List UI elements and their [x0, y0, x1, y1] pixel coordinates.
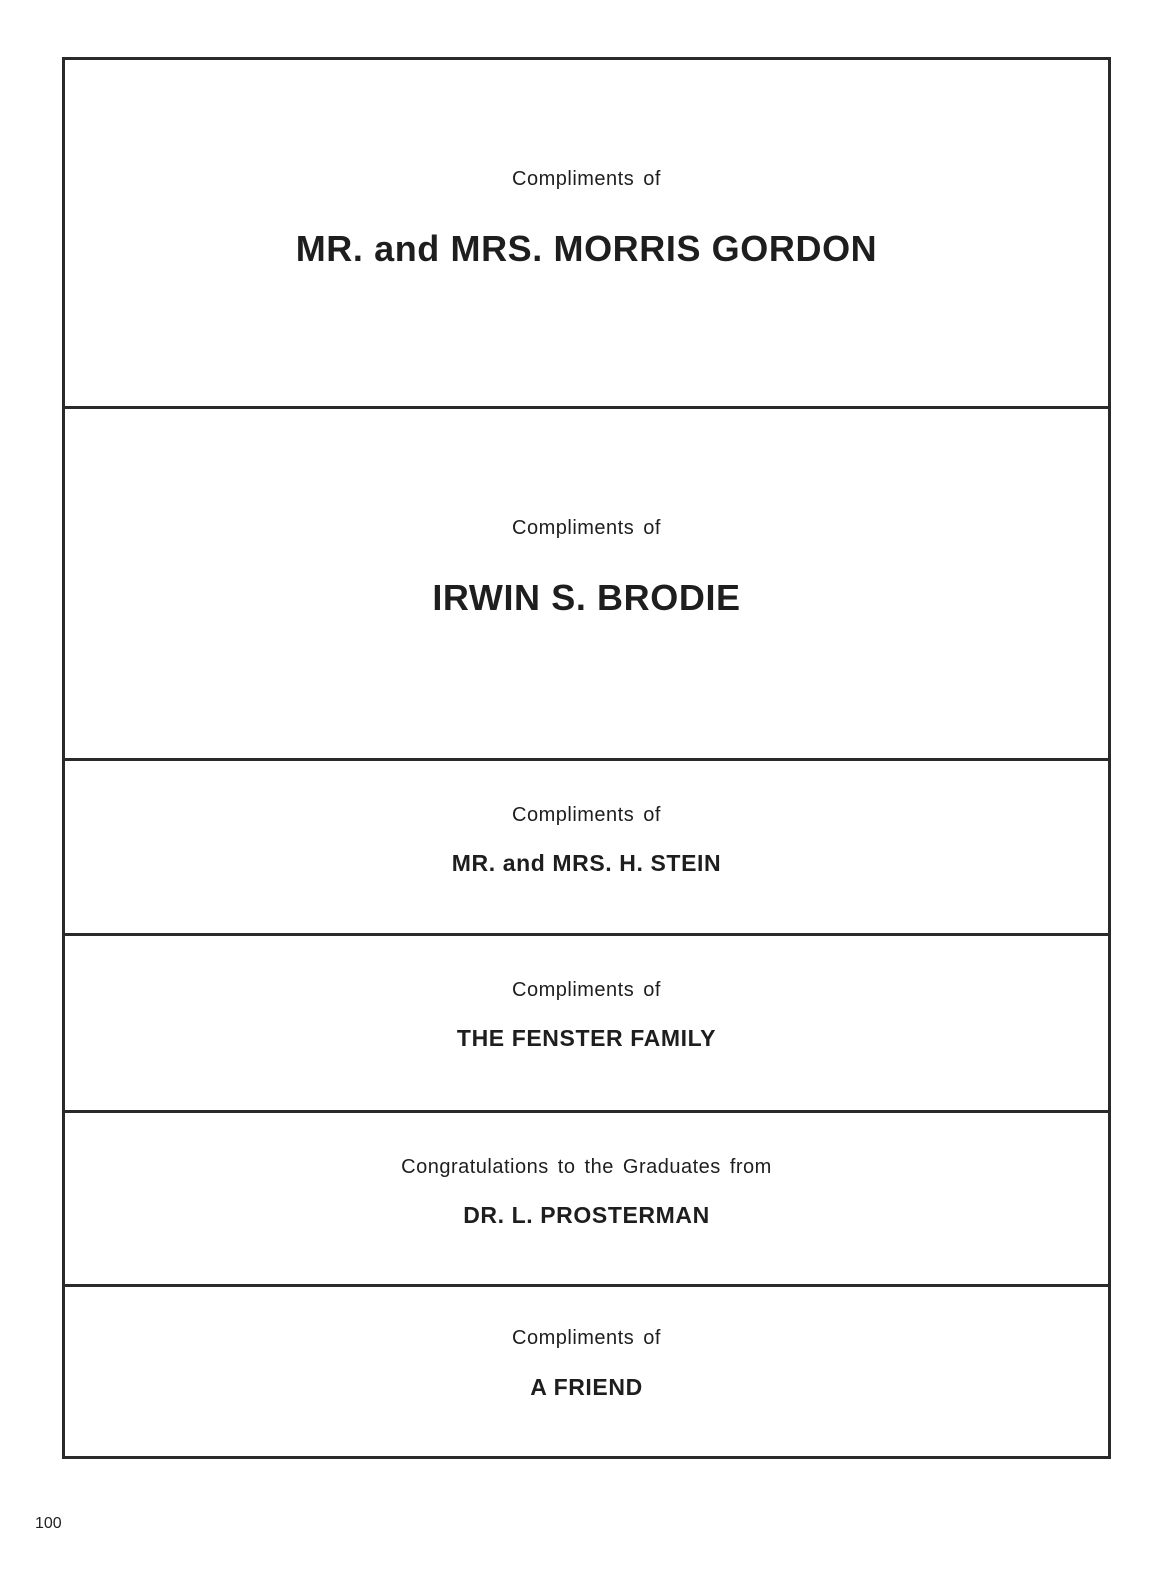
ad-intro-text: Compliments of: [512, 517, 661, 539]
ad-panel-stein: [65, 761, 1108, 936]
page-number: 100: [35, 1515, 62, 1532]
ad-intro-text: Congratulations to the Graduates from: [401, 1156, 772, 1178]
ad-intro-text: Compliments of: [512, 168, 661, 190]
ad-sponsor-name: DR. L. PROSTERMAN: [463, 1202, 710, 1228]
ad-sponsor-name: MR. and MRS. H. STEIN: [451, 850, 722, 876]
ad-intro-text: Compliments of: [512, 979, 661, 1001]
ad-sponsor-name: THE FENSTER FAMILY: [456, 1025, 717, 1051]
ad-panel-gordon: [65, 60, 1108, 409]
ad-intro-text: Compliments of: [512, 804, 661, 826]
ad-sponsor-name: MR. and MRS. MORRIS GORDON: [295, 228, 878, 269]
ad-page-frame: [62, 57, 1111, 1459]
ad-sponsor-name: A FRIEND: [530, 1374, 643, 1400]
ad-intro-text: Compliments of: [512, 1327, 661, 1349]
ad-panel-fenster: [65, 936, 1108, 1113]
ad-panel-prosterman: [65, 1113, 1108, 1287]
ad-sponsor-name: IRWIN S. BRODIE: [432, 577, 741, 618]
ad-panel-friend: [65, 1287, 1108, 1456]
ad-panel-brodie: [65, 409, 1108, 761]
